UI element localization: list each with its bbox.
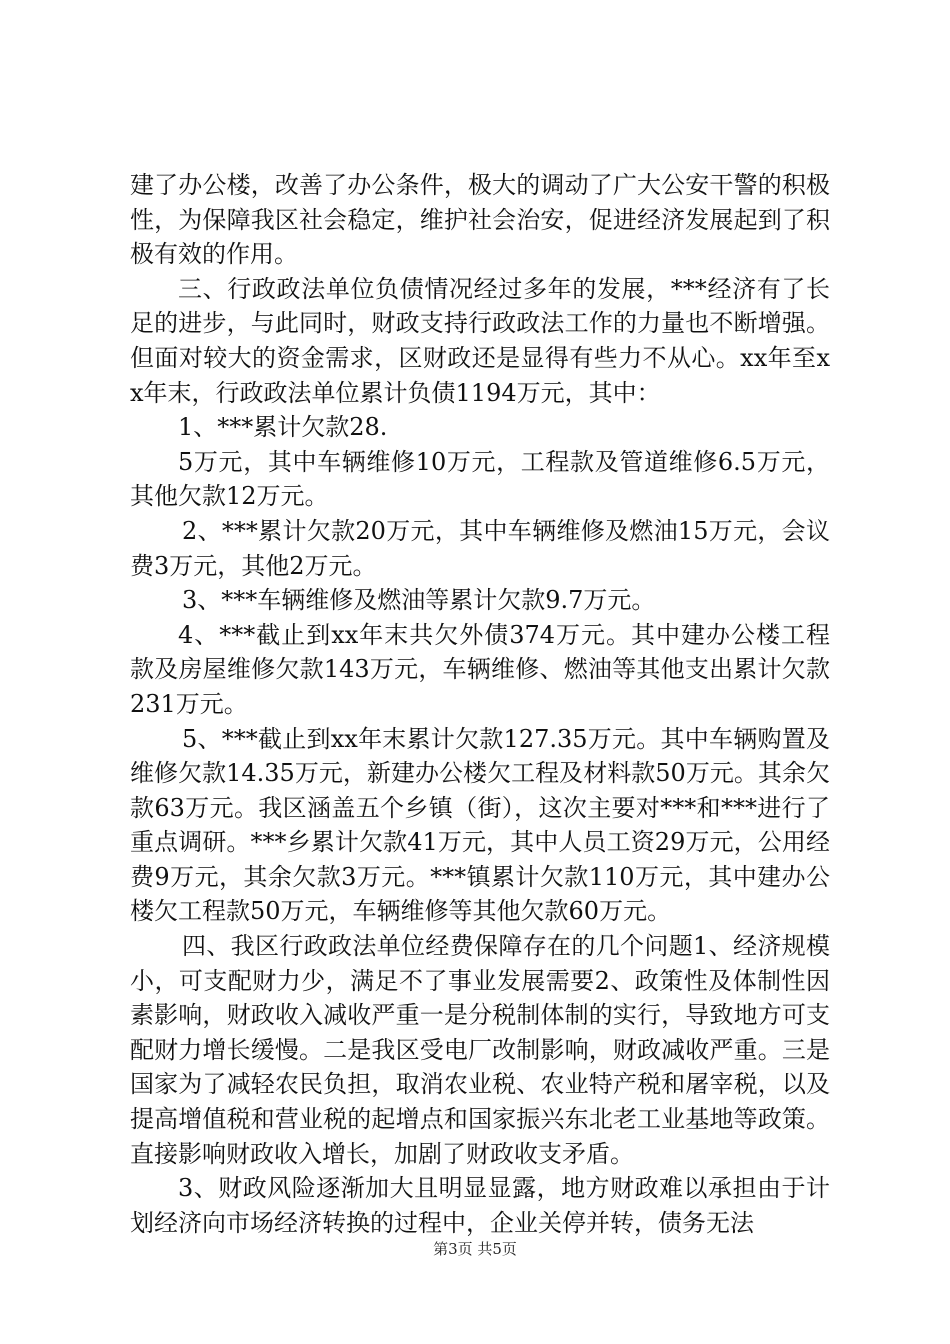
paragraph-item-3: 3、***车辆维修及燃油等累计欠款9.7万元。 — [182, 586, 656, 615]
paragraph-section-three: 三、行政政法单位负债情况经过多年的发展，***经济有了长足的进步，与此同时，财政支持行政政法工作的力量也不断增强。但面对较大的资金需求，区财政还是显得有些力不从心。xx年至xx年末，行政政法单位累计负债1194万元，其中： — [130, 274, 830, 407]
paragraph-item-1: 1、***累计欠款28. — [178, 413, 388, 442]
document-body — [130, 168, 830, 1240]
paragraph-item-4: 4、***截止到xx年末共欠外债374万元。其中建办公楼工程款及房屋维修欠款143万元，车辆维修、燃油等其他支出累计欠款231万元。 — [130, 620, 830, 718]
paragraph-item-5: 5、***截止到xx年末累计欠款127.35万元。其中车辆购置及维修欠款14.35万元，新建办公楼欠工程及材料款50万元。其余欠款63万元。我区涵盖五个乡镇（街），这次主要对***和***进行了重点调研。***乡累计欠款41万元，其中人员工资29万元，公用经费9万元，其余欠款3万元。***镇累计欠款110万元，其中建办公楼欠工程款50万元，车辆维修等其他欠款60万元。 — [130, 724, 830, 926]
paragraph-section-four: 四、我区行政政法单位经费保障存在的几个问题1、经济规模小，可支配财力少，满足不了事业发展需要2、政策性及体制性因素影响，财政收入减收严重一是分税制体制的实行，导致地方可支配财力增长缓慢。二是我区受电厂改制影响，财政减收严重。三是国家为了减轻农民负担，取消农业税、农业特产税和屠宰税，以及提高增值税和营业税的起增点和国家振兴东北老工业基地等政策。直接影响财政收入增长，加剧了财政收支矛盾。 — [130, 932, 830, 1168]
page-number-footer: 第3页 共5页 — [433, 1240, 517, 1258]
paragraph-item-1-continued: 5万元，其中车辆维修10万元，工程款及管道维修6.5万元，其他欠款12万元。 — [130, 447, 830, 511]
paragraph-continuation: 建了办公楼，改善了办公条件，极大的调动了广大公安干警的积极性，为保障我区社会稳定，维护社会治安，促进经济发展起到了积极有效的作用。 — [130, 171, 830, 269]
paragraph-item-3-fiscal-risk: 3、财政风险逐渐加大且明显显露，地方财政难以承担由于计划经济向市场经济转换的过程中，企业关停并转，债务无法 — [130, 1174, 830, 1237]
paragraph-item-2: 2、***累计欠款20万元，其中车辆维修及燃油15万元，会议费3万元，其他2万元。 — [130, 516, 830, 580]
